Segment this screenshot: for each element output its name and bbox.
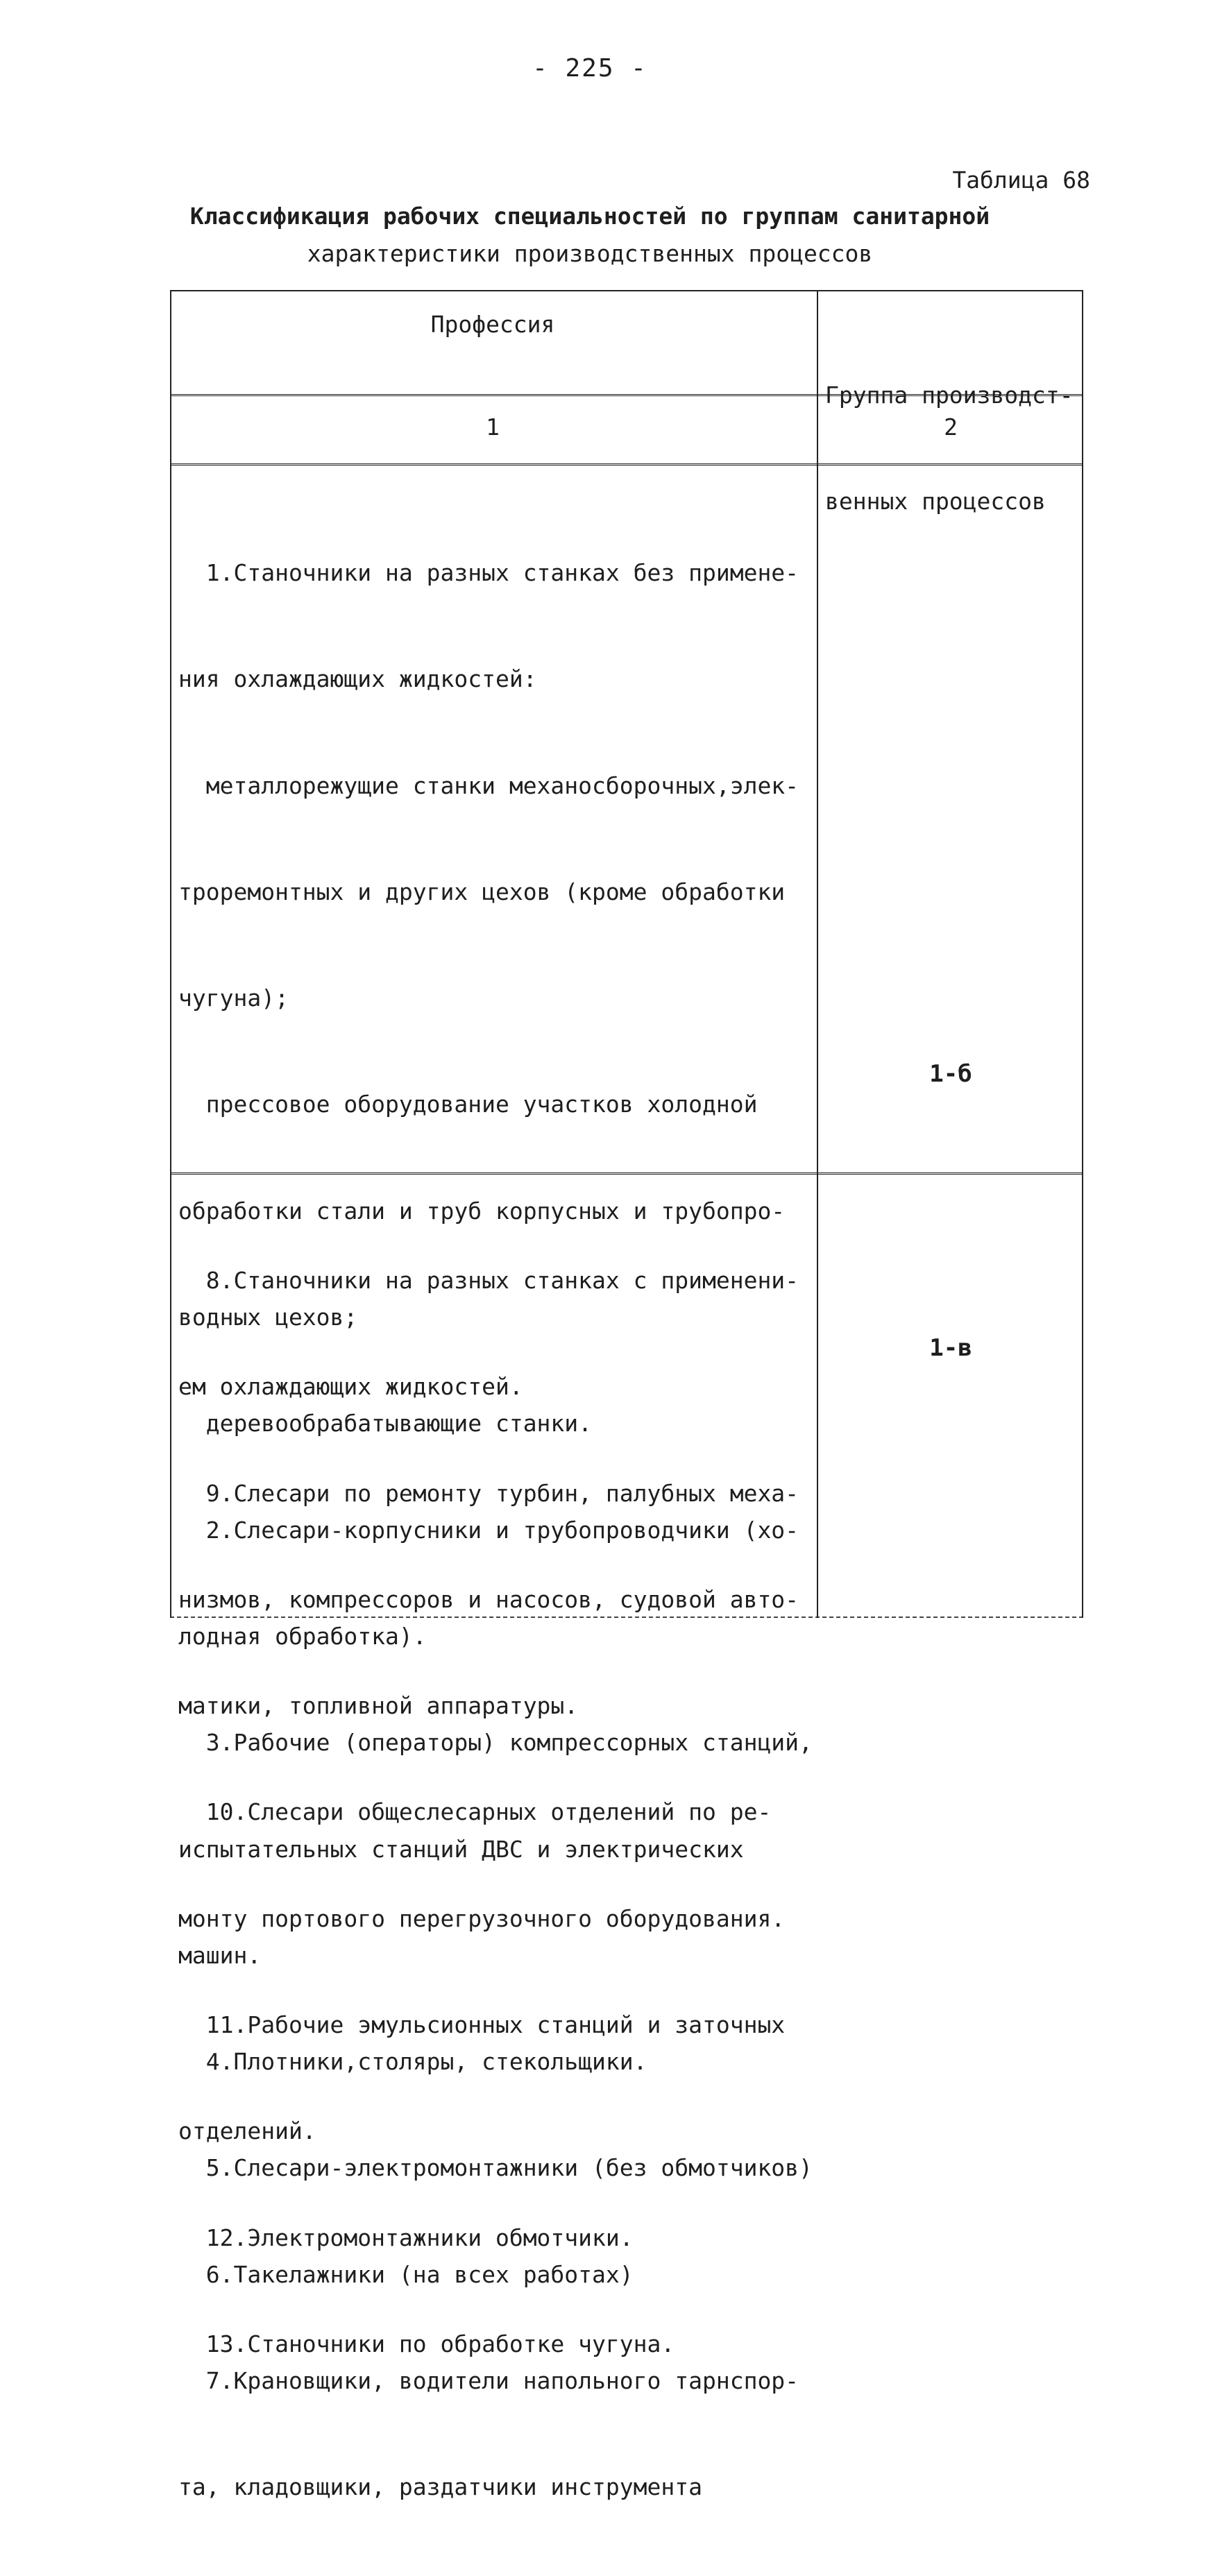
profession-line: 3.Рабочие (операторы) компрессорных станций, xyxy=(178,1729,813,1757)
profession-line: 11.Рабочие эмульсионных станций и заточных xyxy=(178,2011,786,2039)
profession-line: матики, топливной аппаратуры. xyxy=(178,1692,579,1720)
profession-line: прессовое оборудование участков холодной xyxy=(178,1091,758,1118)
table-title-line-2: характеристики производственных процессов xyxy=(307,240,873,267)
header-profession: Профессия xyxy=(430,311,555,338)
profession-line: деревообрабатывающие станки. xyxy=(178,1410,593,1438)
column-number-2: 2 xyxy=(944,413,958,441)
profession-line: ем охлаждающих жидкостей. xyxy=(178,1373,523,1401)
profession-line: та, кладовщики, раздатчики инструмента xyxy=(178,2473,702,2501)
profession-line: 2.Слесари-корпусники и трубопроводчики (хо- xyxy=(178,1516,799,1544)
profession-line: 10.Слесари общеслесарных отделений по ре- xyxy=(178,1798,772,1826)
column-number-1: 1 xyxy=(486,413,500,441)
section-1-group: 1-б xyxy=(929,1060,972,1088)
profession-line: обработки стали и труб корпусных и трубопро- xyxy=(178,1197,786,1225)
table-title-line-1: Классификация рабочих специальностей по группам санитарной xyxy=(189,203,990,230)
header-group-line-1: Группа производст- xyxy=(825,382,1074,409)
profession-line: низмов, компрессоров и насосов, судовой авто- xyxy=(178,1585,799,1613)
classification-table xyxy=(170,290,1083,2501)
table-left-border xyxy=(170,290,171,1618)
profession-line: 12.Электромонтажники обмотчики. xyxy=(178,2224,634,2251)
profession-line: чугуна); xyxy=(178,984,289,1012)
page-number: - 225 - xyxy=(532,54,647,83)
profession-line: троремонтных и других цехов (кроме обработки xyxy=(178,878,786,905)
profession-line: 5.Слесари-электромонтажники (без обмотчиков) xyxy=(178,2154,813,2182)
profession-line: 9.Слесари по ремонту турбин, палубных меха- xyxy=(178,1479,799,1507)
profession-line: монту портового перегрузочного оборудования. xyxy=(178,1904,786,1932)
table-title xyxy=(0,198,1180,273)
profession-line: водных цехов; xyxy=(178,1304,358,1331)
section-2-group: 1-в xyxy=(929,1334,972,1362)
profession-line: 1.Станочники на разных станках без примене- xyxy=(178,559,799,586)
header-group xyxy=(818,307,1090,590)
profession-line: металлорежущие станки механосборочных,элек- xyxy=(178,771,799,799)
profession-line: отделений. xyxy=(178,2117,316,2145)
section-2-professions xyxy=(178,1192,817,2432)
profession-line: 8.Станочники на разных станках с применени- xyxy=(178,1267,799,1294)
profession-line: 4.Плотники,столяры, стекольщики. xyxy=(178,2048,647,2076)
profession-line: 6.Такелажники (на всех работах) xyxy=(178,2260,634,2288)
profession-line: 13.Станочники по обработке чугуна. xyxy=(178,2330,675,2357)
profession-line: ния охлаждающих жидкостей: xyxy=(178,665,537,693)
table-top-border xyxy=(170,290,1083,291)
profession-line: испытательных станций ДВС и электрических xyxy=(178,1835,744,1863)
profession-line: 7.Крановщики, водители напольного тарнспор- xyxy=(178,2367,799,2395)
profession-line: машин. xyxy=(178,1941,262,1969)
header-group-line-2: венных процессов xyxy=(825,488,1046,515)
profession-line: лодная обработка). xyxy=(178,1622,427,1650)
table-label: Таблица 68 xyxy=(952,167,1090,194)
